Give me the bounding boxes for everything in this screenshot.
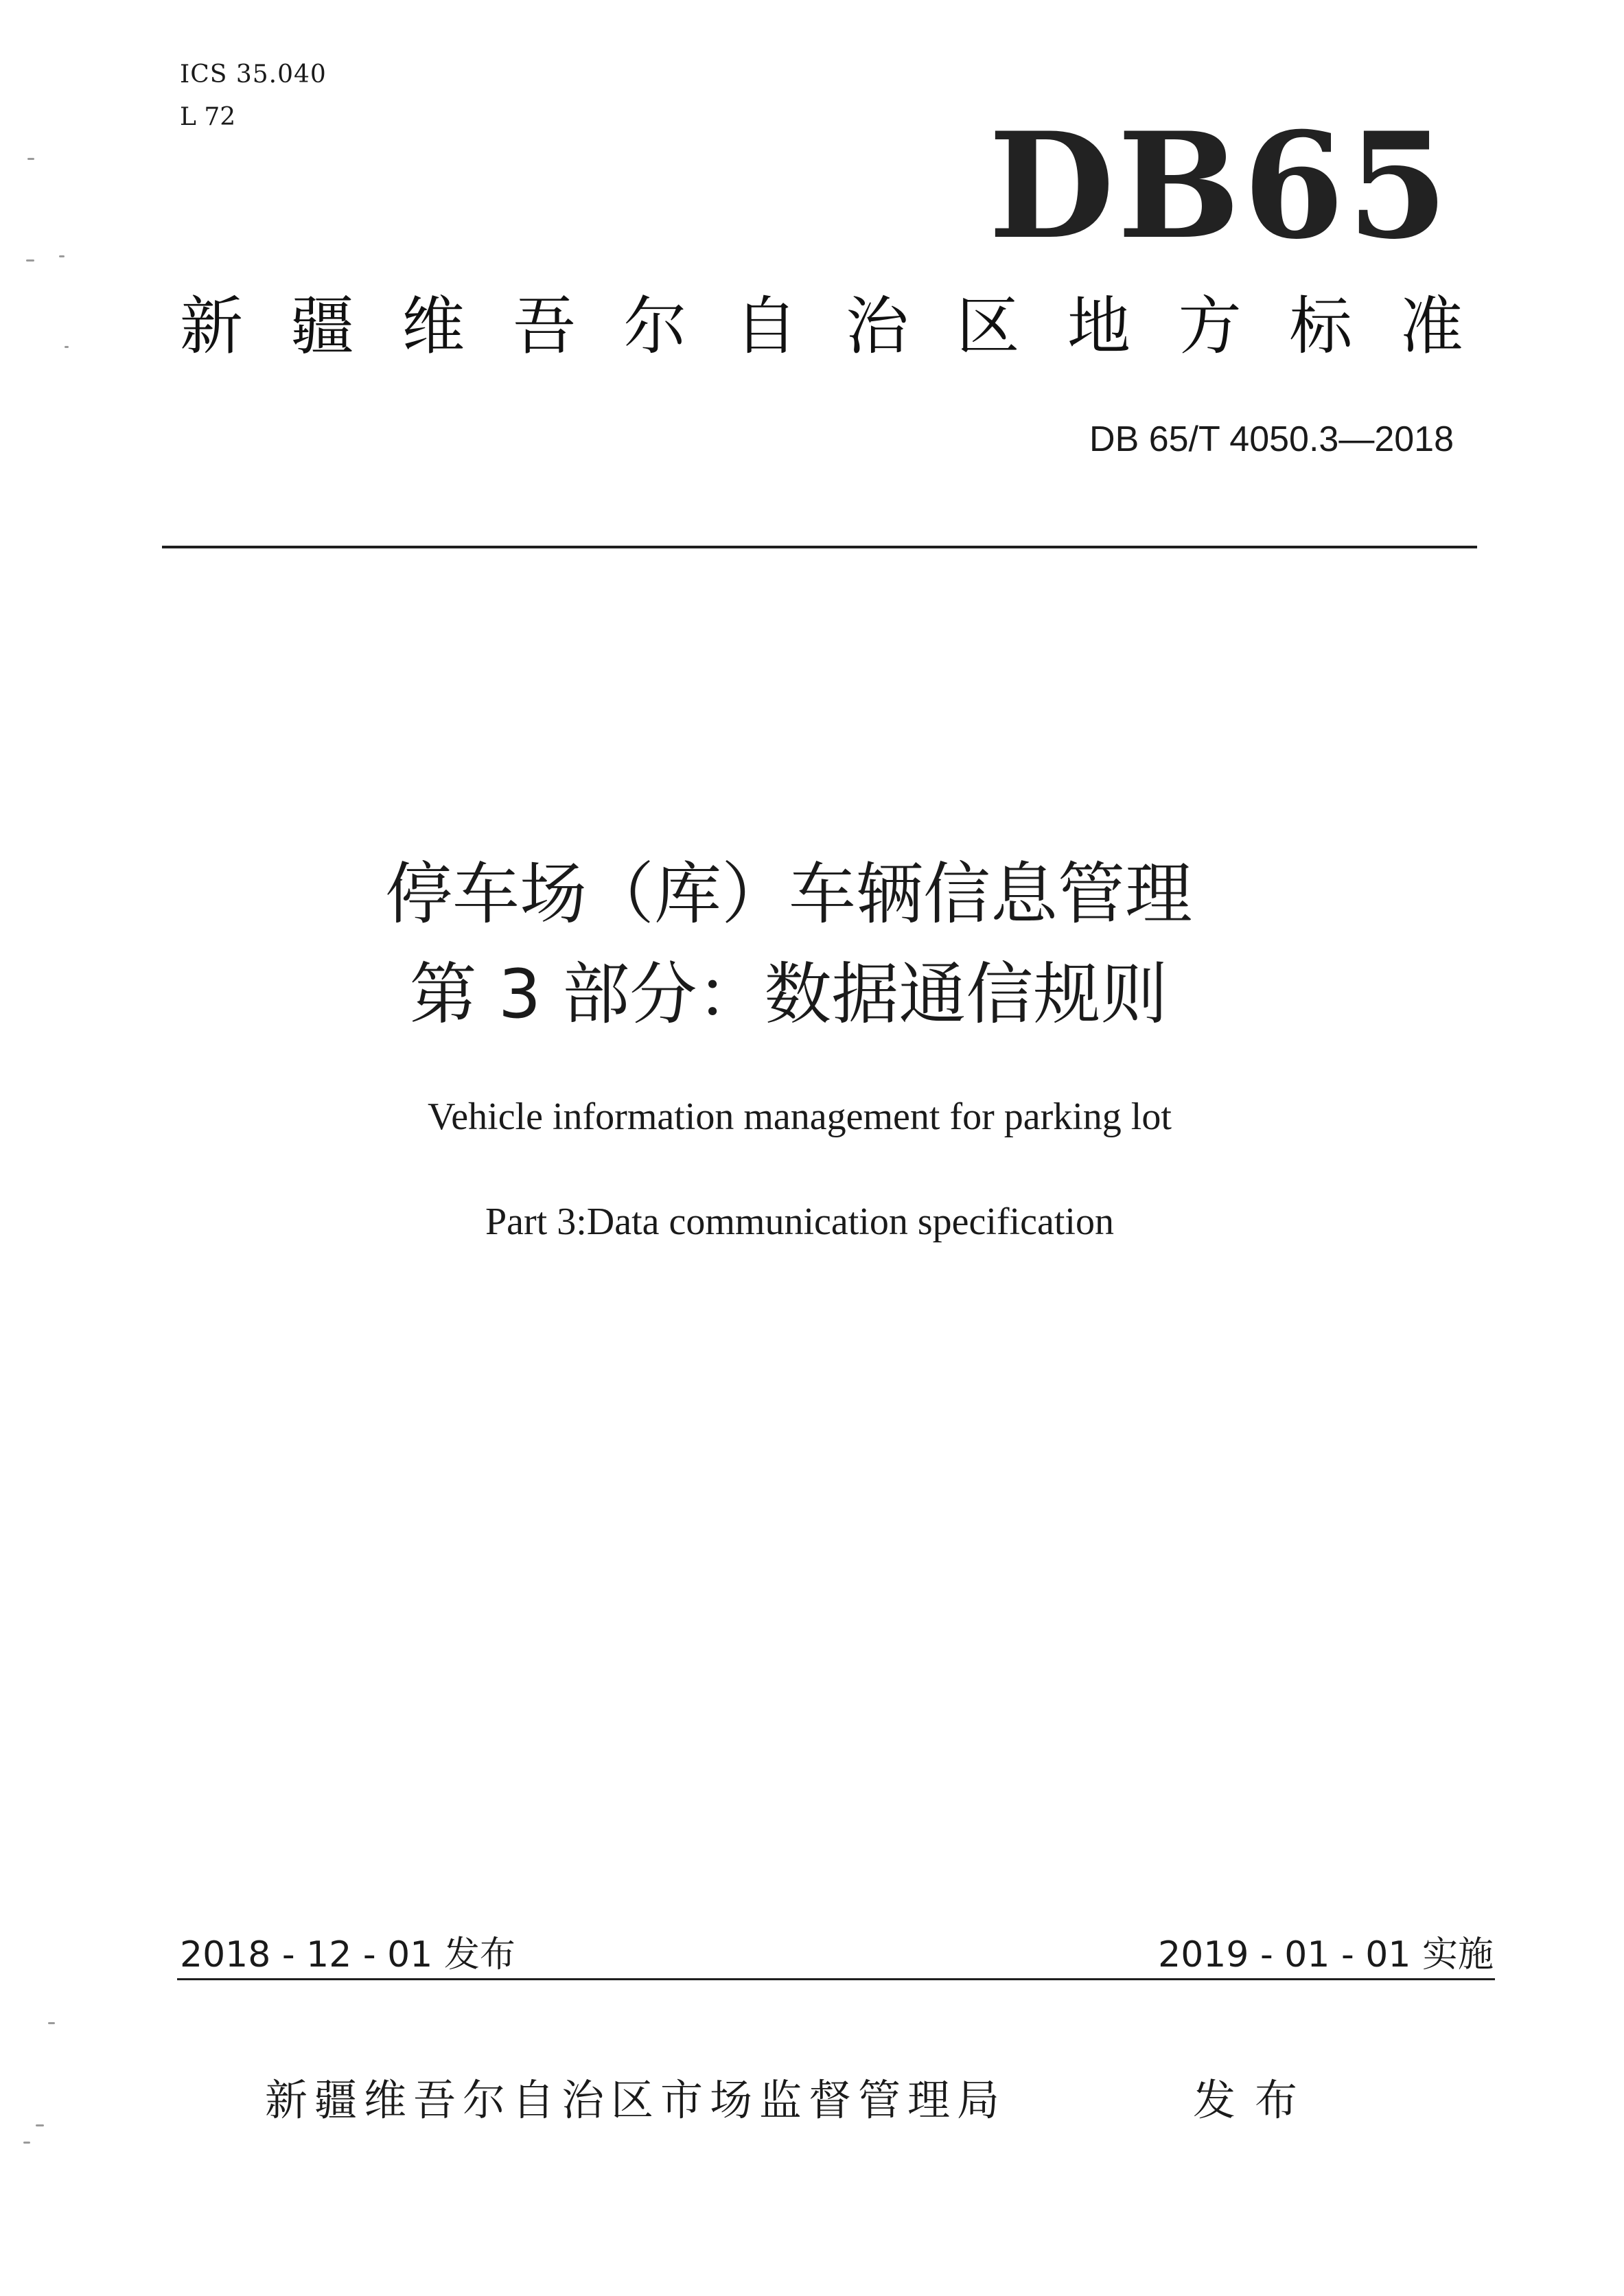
scan-speck bbox=[65, 346, 69, 348]
footer-divider bbox=[177, 1978, 1495, 1980]
standard-type-char: 治 bbox=[845, 290, 909, 363]
standard-type-char: 地 bbox=[1067, 290, 1131, 363]
standard-type-char: 标 bbox=[1289, 290, 1353, 363]
standard-type-char: 自 bbox=[734, 290, 798, 363]
english-title-line-2: Part 3:Data communication specification bbox=[485, 1201, 1114, 1243]
standard-type-heading bbox=[180, 292, 1463, 361]
standard-type-char: 准 bbox=[1400, 290, 1463, 363]
db65-logo: DB65 bbox=[988, 100, 1451, 271]
standard-type-char: 疆 bbox=[290, 290, 354, 363]
publish-label: 发布 bbox=[1193, 2075, 1317, 2125]
english-title-line-1: Vehicle information management for parking lot bbox=[428, 1095, 1172, 1138]
standard-type-char: 维 bbox=[402, 290, 465, 363]
chinese-title-line-1: 停车场（库）车辆信息管理 bbox=[384, 855, 1192, 934]
standard-type-char: 吾 bbox=[512, 290, 576, 363]
scan-speck bbox=[26, 259, 34, 262]
header-divider bbox=[162, 546, 1477, 548]
scan-speck bbox=[59, 255, 65, 257]
implementation-date: 2019 - 01 - 01 实施 bbox=[1158, 1934, 1494, 1975]
standard-type-char: 尔 bbox=[623, 290, 687, 363]
chinese-title-line-2: 第 3 部分：数据通信规则 bbox=[409, 955, 1168, 1034]
scan-speck bbox=[23, 2142, 30, 2144]
scan-speck bbox=[27, 158, 34, 160]
ics-code: ICS 35.040 bbox=[180, 60, 327, 89]
standard-type-char: 新 bbox=[180, 290, 244, 363]
standard-type-char: 方 bbox=[1178, 290, 1242, 363]
scan-speck bbox=[48, 2022, 55, 2024]
standard-type-char: 区 bbox=[956, 290, 1020, 363]
publisher-name: 新疆维吾尔自治区市场监督管理局 bbox=[265, 2075, 1007, 2125]
issue-date: 2018 - 12 - 01 发布 bbox=[180, 1934, 515, 1975]
standard-number: DB 65/T 4050.3—2018 bbox=[1089, 419, 1454, 459]
classification-code: L 72 bbox=[180, 103, 236, 131]
scan-speck bbox=[36, 2124, 44, 2126]
